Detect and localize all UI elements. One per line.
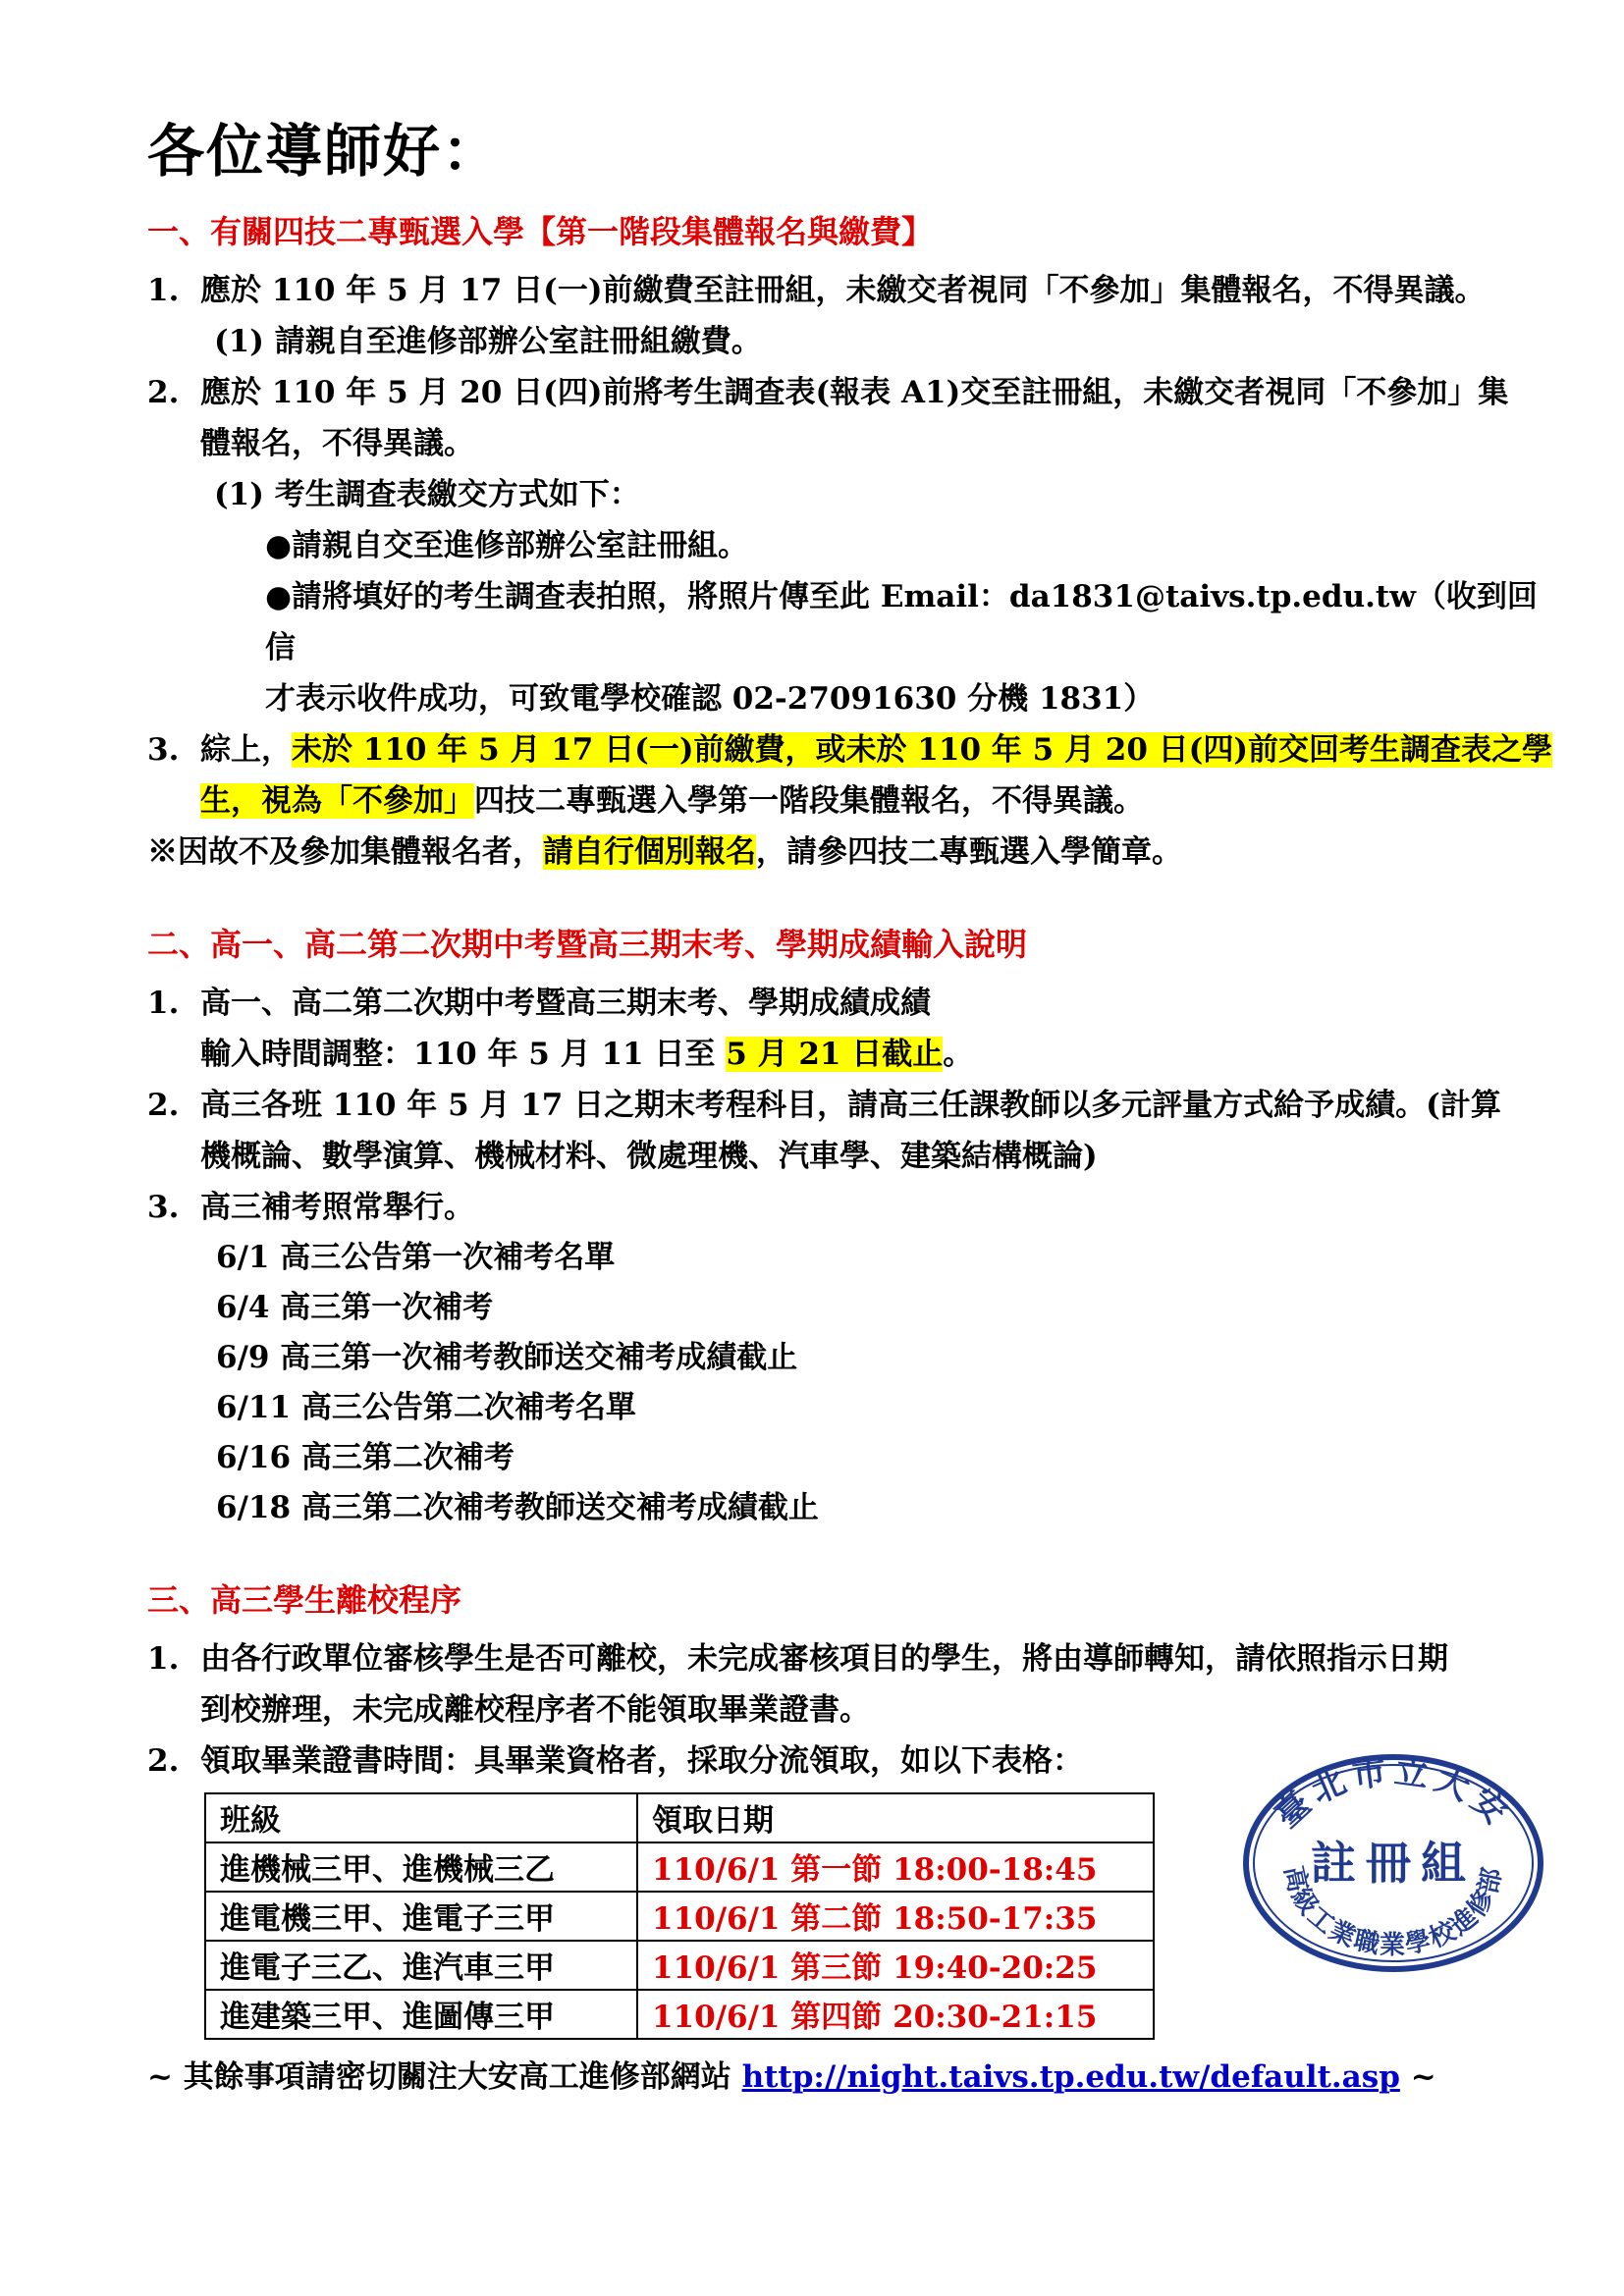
section2-item1 (147, 978, 1561, 1080)
item-text-line2-suffix: 。 (943, 1036, 974, 1072)
item-text: 領取畢業證書時間：具畢業資格者，採取分流領取，如以下表格： (200, 1742, 1083, 1779)
footer-suffix: ~ (1399, 2059, 1436, 2095)
item-number: 1. (147, 985, 180, 1021)
item-text-line2: 到校辦理，未完成離校程序者不能領取畢業證書。 (200, 1691, 870, 1728)
greeting-heading: 各位導師好： (147, 118, 502, 185)
bullet2-line2: 才表示收件成功，可致電學校確認 02-27091630 分機 1831） (265, 680, 1155, 717)
cell-date: 110/6/1 第一節 18:00-18:45 (637, 1842, 1154, 1892)
section1-item2-sub: (1) 考生調查表繳交方式如下： (214, 476, 640, 512)
item-number: 2. (147, 1742, 180, 1779)
diploma-pickup-table (204, 1792, 1155, 2040)
item-text-line1: 由各行政單位審核學生是否可離校，未完成審核項目的學生，將由導師轉知，請依照指示日期 (200, 1640, 1448, 1677)
registration-office-stamp (1235, 1749, 1551, 1977)
item-text-line2: 機概論、數學演算、機械材料、微處理機、汽車學、建築結構概論) (200, 1138, 1098, 1174)
cell-class: 進建築三甲、進圖傳三甲 (205, 1990, 637, 2039)
section1-item1 (147, 265, 1561, 316)
item-text-line2-prefix: 輸入時間調整：110 年 5 月 11 日至 (200, 1036, 727, 1072)
cell-date: 110/6/1 第三節 19:40-20:25 (637, 1941, 1154, 1990)
item-number: 1. (147, 272, 180, 308)
schedule-item: 6/1 高三公告第一次補考名單 (216, 1239, 616, 1275)
item-text-line2: 體報名，不得異議。 (200, 425, 474, 461)
cell-class: 進電子三乙、進汽車三甲 (205, 1941, 637, 1990)
header-class: 班級 (205, 1793, 637, 1842)
item-number: 2. (147, 374, 180, 410)
table-header-row (205, 1793, 1154, 1842)
deadline-highlight: 5 月 21 日截止 (726, 1036, 944, 1072)
makeup-schedule (147, 1233, 1561, 1533)
cell-date: 110/6/1 第四節 20:30-21:15 (637, 1990, 1154, 2039)
cell-class: 進電機三甲、進電子三甲 (205, 1892, 637, 1941)
item-text: 應於 110 年 5 月 17 日(一)前繳費至註冊組，未繳交者視同「不參加」集體報名，不得異議。 (200, 272, 1486, 308)
item3-prefix: 綜上， (200, 731, 292, 768)
item-text-line1: 高一、高二第二次期中考暨高三期末考、學期成績成績 (200, 985, 931, 1021)
schedule-item: 6/11 高三公告第二次補考名單 (216, 1389, 636, 1425)
item-number: 3. (147, 1189, 180, 1225)
item-number: 2. (147, 1087, 180, 1123)
cell-date: 110/6/1 第二節 18:50-17:35 (637, 1892, 1154, 1941)
section1-title: 一、有關四技二專甄選入學【第一階段集體報名與繳費】 (147, 212, 934, 250)
bullet2-line1: ●請將填好的考生調查表拍照，將照片傳至此 Email：da1831@taivs.tp.edu.tw（收到回信 (265, 578, 1538, 666)
section3-item1 (147, 1633, 1561, 1735)
section1-item2 (147, 367, 1561, 469)
item-text-line1: 高三各班 110 年 5 月 17 日之期末考程科目，請高三任課教師以多元評量方式給予成績。(計算 (200, 1087, 1501, 1123)
section3-title: 三、高三學生離校程序 (147, 1580, 462, 1619)
item-text: 高三補考照常舉行。 (200, 1189, 474, 1225)
item3-suffix: 四技二專甄選入學第一階段集體報名，不得異議。 (474, 782, 1144, 819)
schedule-item: 6/9 高三第一次補考教師送交補考成績截止 (216, 1339, 798, 1375)
section1-item1-sub: (1) 請親自至進修部辦公室註冊組繳費。 (214, 323, 762, 359)
schedule-item: 6/16 高三第二次補考 (216, 1439, 514, 1475)
note-prefix: ※因故不及參加集體報名者， (147, 833, 543, 870)
schedule-item: 6/18 高三第二次補考教師送交補考成績截止 (216, 1489, 819, 1525)
section1-bullet2 (147, 571, 1561, 673)
stamp-center-text: 註冊組 (1311, 1837, 1476, 1890)
note-suffix: ，請參四技二專甄選入學簡章。 (756, 833, 1182, 870)
section2-title: 二、高一、高二第二次期中考暨高三期末考、學期成績輸入說明 (147, 925, 1028, 963)
item3-highlight1: 未於 110 年 5 月 17 日(一)前繳費，或未於 110 年 5 月 20 日(四)前交回考生調查表之學 (292, 731, 1553, 768)
item-text-line1: 應於 110 年 5 月 20 日(四)前將考生調查表(報表 A1)交至註冊組，未繳交者視同「不參加」集 (200, 374, 1509, 410)
section1-bullet1: ●請親自交至進修部辦公室註冊組。 (265, 527, 749, 563)
table-row (205, 1941, 1154, 1990)
item-number: 3. (147, 731, 180, 768)
table-row (205, 1990, 1154, 2039)
stamp-top-text: 臺北市立大安 (1268, 1752, 1519, 1837)
website-link[interactable]: http://night.taivs.tp.edu.tw/default.asp (741, 2059, 1400, 2095)
table-row (205, 1892, 1154, 1941)
table-row (205, 1842, 1154, 1892)
footer-note (147, 2052, 1436, 2096)
stamp-bottom-text: 高級工業職業學校進修部 (1277, 1863, 1509, 1960)
footer-prefix: ~ 其餘事項請密切關注大安高工進修部網站 (147, 2059, 742, 2095)
item3-highlight2: 生，視為「不參加」 (200, 782, 474, 819)
schedule-item: 6/4 高三第一次補考 (216, 1289, 494, 1325)
section1-bullet2-cont (147, 673, 1561, 724)
section1-note (147, 827, 1561, 878)
item-number: 1. (147, 1640, 180, 1677)
header-date: 領取日期 (637, 1793, 1154, 1842)
section1-item3 (147, 724, 1561, 827)
section2-item3 (147, 1182, 1561, 1233)
section2-item2 (147, 1080, 1561, 1182)
note-highlight: 請自行個別報名 (543, 833, 756, 870)
cell-class: 進機械三甲、進機械三乙 (205, 1842, 637, 1892)
